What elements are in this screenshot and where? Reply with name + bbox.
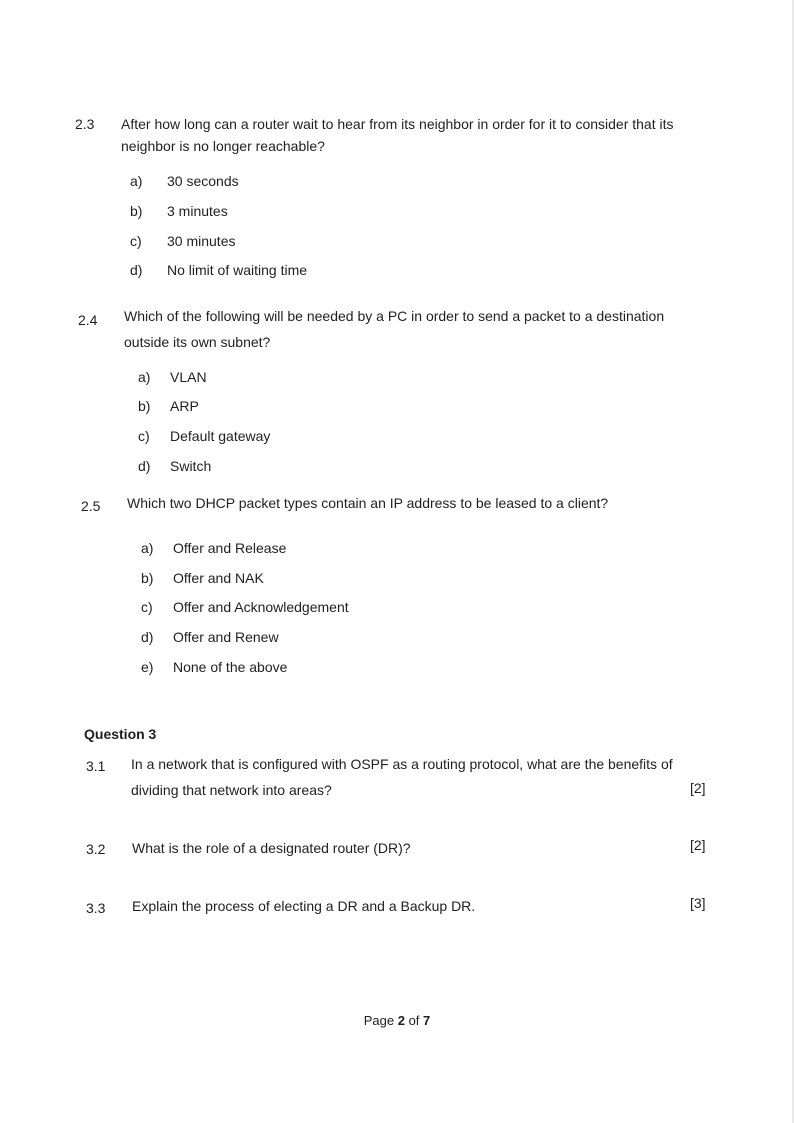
option-text: Offer and Renew [173,629,279,645]
page-prefix: Page [363,1013,398,1028]
question-number: 2.5 [81,498,101,514]
option-letter: a) [138,369,151,385]
page-number: 2 [397,1013,405,1028]
question-text: In a network that is configured with OSPF as a routing protocol, what are the benefits of [131,756,673,772]
option-letter: d) [138,458,151,474]
option-letter: b) [130,203,143,219]
marks: [2] [690,780,706,796]
question-number: 3.3 [86,900,106,916]
page-of: of [404,1013,424,1028]
question-number: 2.4 [78,312,98,328]
option-letter: a) [130,173,143,189]
option-text: Default gateway [170,428,271,444]
option-text: 30 seconds [167,173,239,189]
question-text: outside its own subnet? [124,334,271,350]
option-letter: b) [141,570,154,586]
option-letter: e) [141,659,154,675]
option-text: 3 minutes [167,203,228,219]
option-text: VLAN [170,369,207,385]
option-letter: b) [138,398,151,414]
option-text: No limit of waiting time [167,262,308,278]
option-text: ARP [170,398,199,414]
question-text: dividing that network into areas? [131,782,332,798]
question-number: 3.2 [86,841,106,857]
page-footer [0,1012,794,1030]
option-text: Switch [170,458,212,474]
question-text: After how long can a router wait to hear from its neighbor in order for it to consider that its [121,116,674,132]
option-letter: c) [138,428,150,444]
option-text: Offer and Acknowledgement [173,599,349,615]
question-text: Explain the process of electing a DR and a Backup DR. [132,898,476,914]
option-text: Offer and Release [173,540,287,556]
option-letter: d) [141,629,154,645]
option-letter: a) [141,540,154,556]
page-total: 7 [423,1013,431,1028]
question-number: 2.3 [75,116,95,132]
question-text: neighbor is no longer reachable? [121,138,325,154]
question-number: 3.1 [86,758,106,774]
section-heading: Question 3 [84,726,157,742]
question-text: What is the role of a designated router (DR)? [132,840,411,856]
question-text: Which two DHCP packet types contain an IP address to be leased to a client? [127,495,609,511]
option-text: Offer and NAK [173,570,264,586]
option-letter: d) [130,262,143,278]
option-letter: c) [141,599,153,615]
question-text: Which of the following will be needed by a PC in order to send a packet to a destination [124,308,665,324]
marks: [3] [690,895,706,911]
option-text: 30 minutes [167,233,236,249]
marks: [2] [690,837,706,853]
option-text: None of the above [173,659,288,675]
option-letter: c) [130,233,142,249]
